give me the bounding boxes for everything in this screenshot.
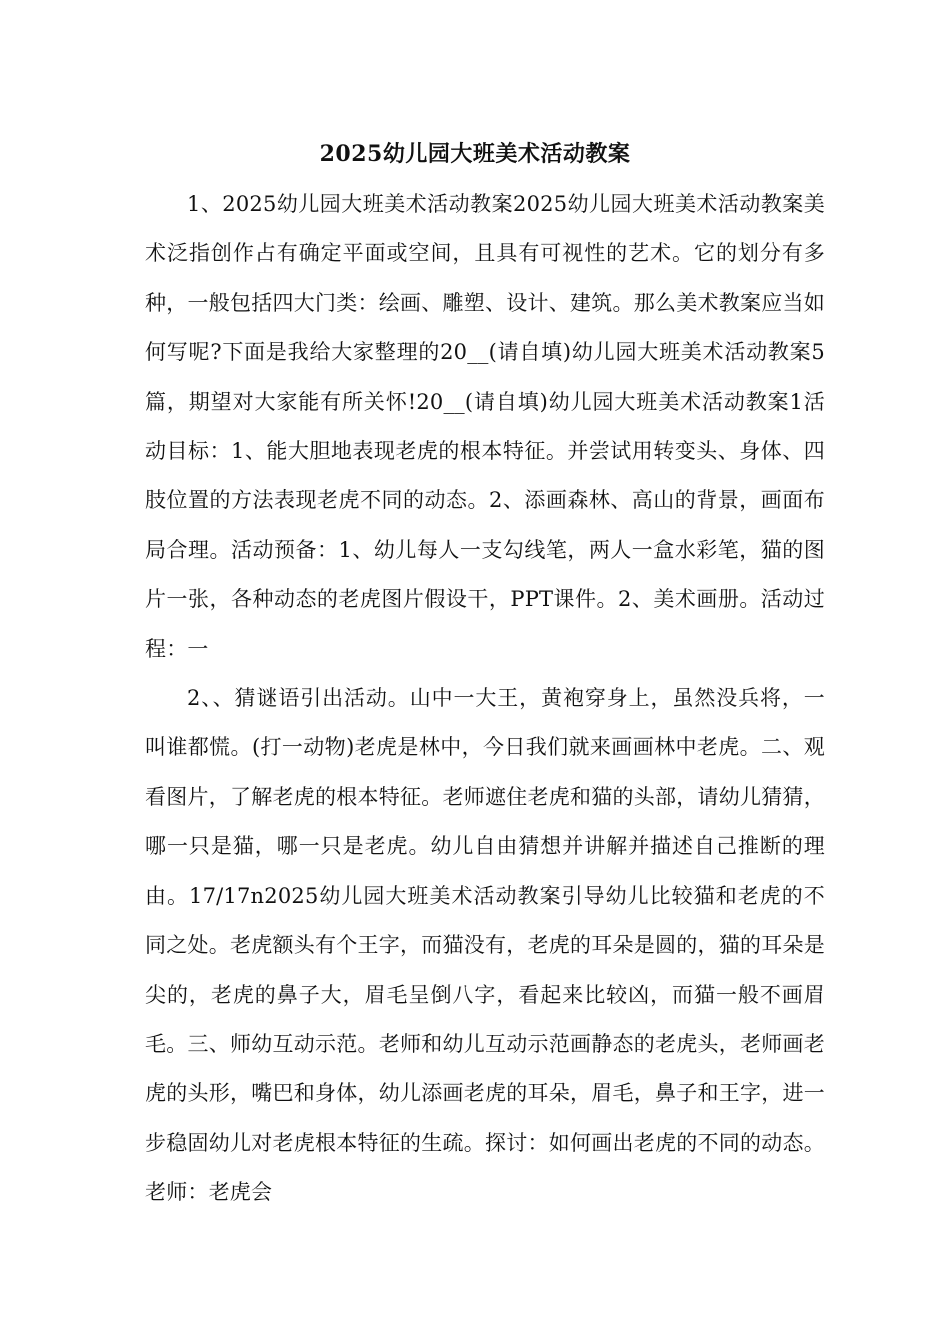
document-title: 2025幼儿园大班美术活动教案 (319, 141, 631, 167)
paragraph-1: 1、2025幼儿园大班美术活动教案2025幼儿园大班美术活动教案美术泛指创作占有确定平面或空间，且具有可视性的艺术。它的划分有多种，一般包括四大门类：绘画、雕塑、设计、建筑。那么美术教案应当如何写呢?下面是我给大家整理的20__(请自填)幼儿园大班美术活动教案5篇，期望对大家能有所关怀!20__(请自填)幼儿园大班美术活动教案1活动目标：1、能大胆地表现老虎的根本特征。并尝试用转变头、身体、四肢位置的方法表现老虎不同的动态。2、添画森林、高山的背景，画面布局合理。活动预备：1、幼儿每人一支勾线笔，两人一盒水彩笔，猫的图片一张，各种动态的老虎图片假设干，PPT课件。2、美术画册。活动过程：一 (145, 192, 825, 661)
document-body (145, 180, 825, 1218)
paragraph-2: 2、、猜谜语引出活动。山中一大王，黄袍穿身上，虽然没兵将，一叫谁都慌。(打一动物)老虎是林中，今日我们就来画画林中老虎。二、观看图片，了解老虎的根本特征。老师遮住老虎和猫的头部，请幼儿猜猜，哪一只是猫，哪一只是老虎。幼儿自由猜想并讲解并描述自己推断的理由。17/17n2025幼儿园大班美术活动教案引导幼儿比较猫和老虎的不同之处。老虎额头有个王字，而猫没有，老虎的耳朵是圆的，猫的耳朵是尖的，老虎的鼻子大，眉毛呈倒八字，看起来比较凶，而猫一般不画眉毛。三、师幼互动示范。老师和幼儿互动示范画静态的老虎头，老师画老虎的头形，嘴巴和身体，幼儿添画老虎的耳朵，眉毛，鼻子和王字，进一步稳固幼儿对老虎根本特征的生疏。探讨：如何画出老虎的不同的动态。老师：老虎会 (145, 686, 825, 1205)
